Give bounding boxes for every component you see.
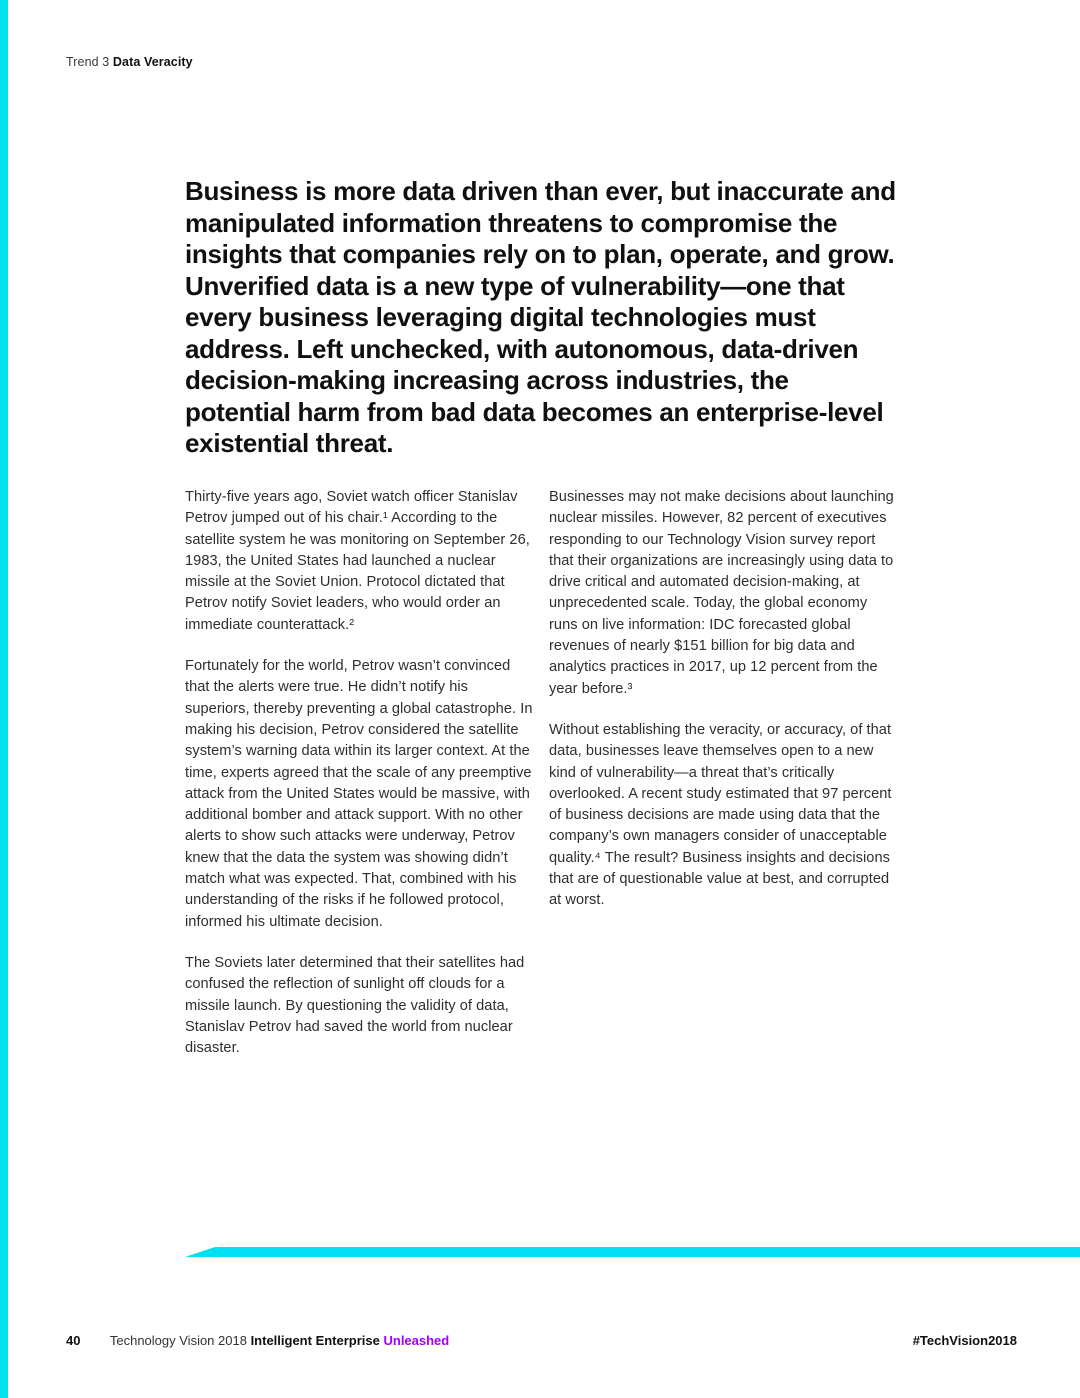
paragraph: Thirty-five years ago, Soviet watch officer Stanislav Petrov jumped out of his chair.¹ According to the satellite system he was monitoring on September 26, 1983, the United States had launched a nuclear missile at the Soviet Union. Protocol dictated that Petrov notify Soviet leaders, who would order an immediate counterattack.² [185, 489, 530, 633]
body-column-1 [185, 487, 534, 1079]
trend-label: Trend 3 [66, 55, 110, 69]
footer-left [66, 1333, 449, 1348]
paragraph: Businesses may not make decisions about launching nuclear missiles. However, 82 percent of executives responding to our Technology Vision survey report that their organizations are increasingly using data to drive critical and automated decision-making, at unprecedented scale. Today, the global economy runs on live information: IDC forecasted global revenues of nearly $151 billion for big data and analytics practices in 2017, up 12 percent from the year before.³ [549, 489, 894, 697]
paragraph: The Soviets later determined that their satellites had confused the reflection of sunlight off clouds for a missile launch. By questioning the validity of data, Stanislav Petrov had saved the world from nuclear disaster. [185, 954, 525, 1057]
trend-title: Data Veracity [112, 55, 193, 69]
page-number: 40 [66, 1333, 81, 1348]
bottom-accent-bar [185, 1247, 1080, 1257]
body-column-2 [549, 487, 898, 1079]
footer-brand-bold: Intelligent Enterprise [250, 1333, 384, 1348]
footer-hashtag: #TechVision2018 [912, 1333, 1017, 1348]
page-headline: Business is more data driven than ever, but inaccurate and manipulated information threatens to compromise the insights that companies rely on to plan, operate, and grow. Unverified data is a new type of vulnerability—one that every business leveraging digital technologies must address. Left unchecked, with autonomous, data-driven decision-making increasing across industries, the potential harm from bad data becomes an enterprise-level existential threat. [185, 176, 896, 458]
page-eyebrow [66, 55, 193, 69]
page-footer [66, 1333, 1017, 1348]
footer-brand-accent: Unleashed [383, 1333, 450, 1348]
paragraph: Fortunately for the world, Petrov wasn’t convinced that the alerts were true. He didn’t notify his superiors, thereby preventing a global catastrophe. In making his decision, Petrov considered the satellite system’s warning data within its larger context. At the time, experts agreed that the scale of any preemptive attack from the United States would be massive, with additional bomber and attack support. With no other alerts to show such attacks were underway, Petrov knew that the data the system was showing didn’t match what was expected. That, combined with his understanding of the risks if he followed protocol, informed his ultimate decision. [185, 658, 533, 930]
left-accent-stripe [0, 0, 8, 1398]
paragraph: Without establishing the veracity, or accuracy, of that data, businesses leave themselves open to a new kind of vulnerability—a threat that’s critically overlooked. A recent study estimated that 97 percent of business decisions are made using data that the company’s own managers consider of unacceptable quality.⁴ The result? Business insights and decisions that are of questionable value at best, and corrupted at worst. [549, 721, 892, 909]
footer-brand: Technology Vision 2018 [109, 1333, 251, 1348]
body-columns [185, 487, 899, 1079]
